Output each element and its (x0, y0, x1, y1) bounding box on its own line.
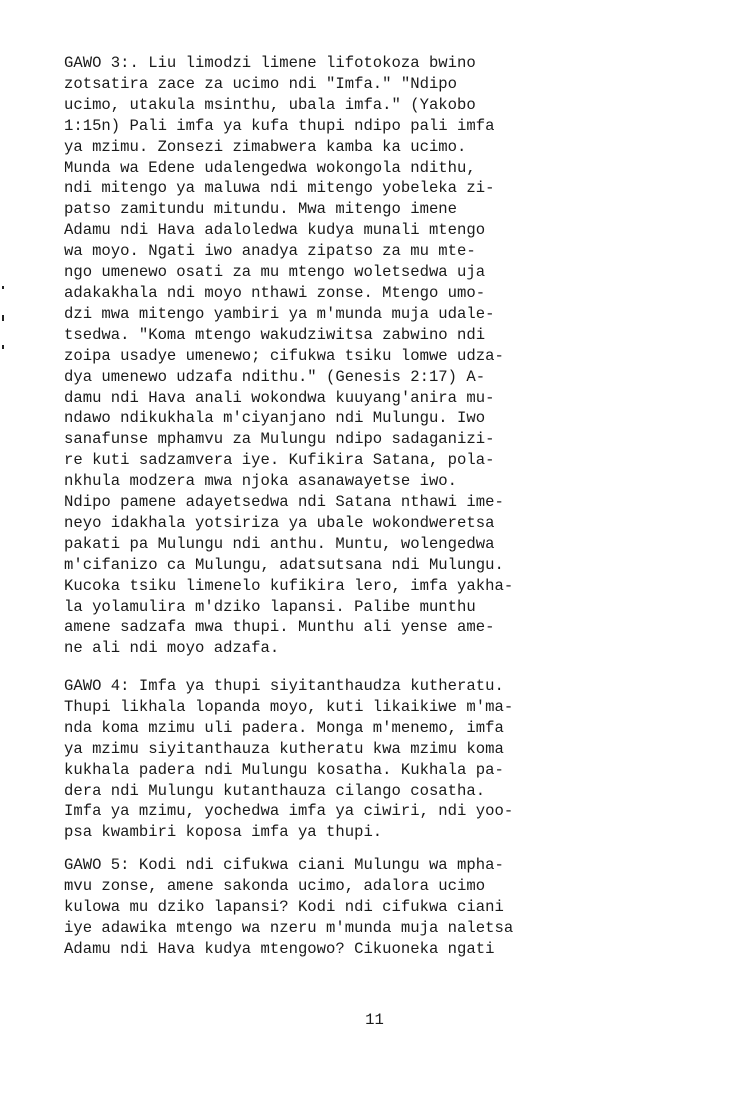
margin-mark (2, 286, 4, 289)
page-number: 11 (365, 1011, 384, 1029)
paragraph-gawo-3: GAWO 3:. Liu limodzi limene lifotokoza bwino zotsatira zace za ucimo ndi "Imfa." "Ndipo ucimo, utakula msinthu, ubala imfa." (Yakobo 1:15n) Pali imfa ya kufa thupi ndipo pali imfa ya mzimu. Zonsezi zimabwera kamba ka ucimo. Munda wa Edene udalengedwa wokongola ndithu, ndi mitengo ya maluwa ndi mitengo yobeleka zi- patso zamitundu mitundu. Mwa mitengo imene Adamu ndi Hava adaloledwa kudya munali mtengo wa moyo. Ngati iwo anadya zipatso za mu mte- ngo umenewo osati za mu mtengo woletsedwa uja adakakhala ndi moyo nthawi zonse. Mtengo umo- dzi mwa mitengo yambiri ya m'munda muja udale- tsedwa. "Koma mtengo wakudziwitsa zabwino ndi zoipa usadye umenewo; cifukwa tsiku lomwe udza- dya umenewo udzafa ndithu." (Genesis 2:17) A- damu ndi Hava anali wokondwa kuuyang'anira mu- ndawo ndikukhala m'ciyanjano ndi Mulungu. Iwo sanafunse mphamvu za Mulungu ndipo sadaganizi- re kuti sadzamvera iye. Kufikira Satana, pola- nkhula modzera mwa njoka asanawayetse iwo. Ndipo pamene adayetsedwa ndi Satana nthawi ime- neyo idakhala yotsiriza ya ubale wokondweretsa pakati pa Mulungu ndi anthu. Muntu, wolengedwa m'cifanizo ca Mulungu, adatsutsana ndi Mulungu. Kucoka tsiku limenelo kufikira lero, imfa yakha- la yolamulira m'dziko lapansi. Palibe munthu amene sadzafa mwa thupi. Munthu ali yense ame- ne ali ndi moyo adzafa. (64, 54, 514, 658)
paragraph-gawo-5: GAWO 5: Kodi ndi cifukwa ciani Mulungu wa mpha- mvu zonse, amene sakonda ucimo, adalora ucimo kulowa mu dziko lapansi? Kodi ndi cifukwa ciani iye adawika mtengo wa nzeru m'munda muja naletsa Adamu ndi Hava kudya mtengowo? Cikuoneka ngati (64, 856, 514, 958)
paragraph-gawo-4: GAWO 4: Imfa ya thupi siyitanthaudza kutheratu. Thupi likhala lopanda moyo, kuti likaikiwe m'ma- nda koma mzimu uli padera. Monga m'menemo, imfa ya mzimu siyitanthauza kutheratu kwa mzimu koma kukhala padera ndi Mulungu kosatha. Kukhala pa- dera ndi Mulungu kutanthauza cilango cosatha. Imfa ya mzimu, yochedwa imfa ya ciwiri, ndi yoo- psa kwambiri koposa imfa ya thupi. (64, 677, 514, 842)
margin-mark (2, 345, 4, 349)
margin-mark (2, 315, 4, 321)
